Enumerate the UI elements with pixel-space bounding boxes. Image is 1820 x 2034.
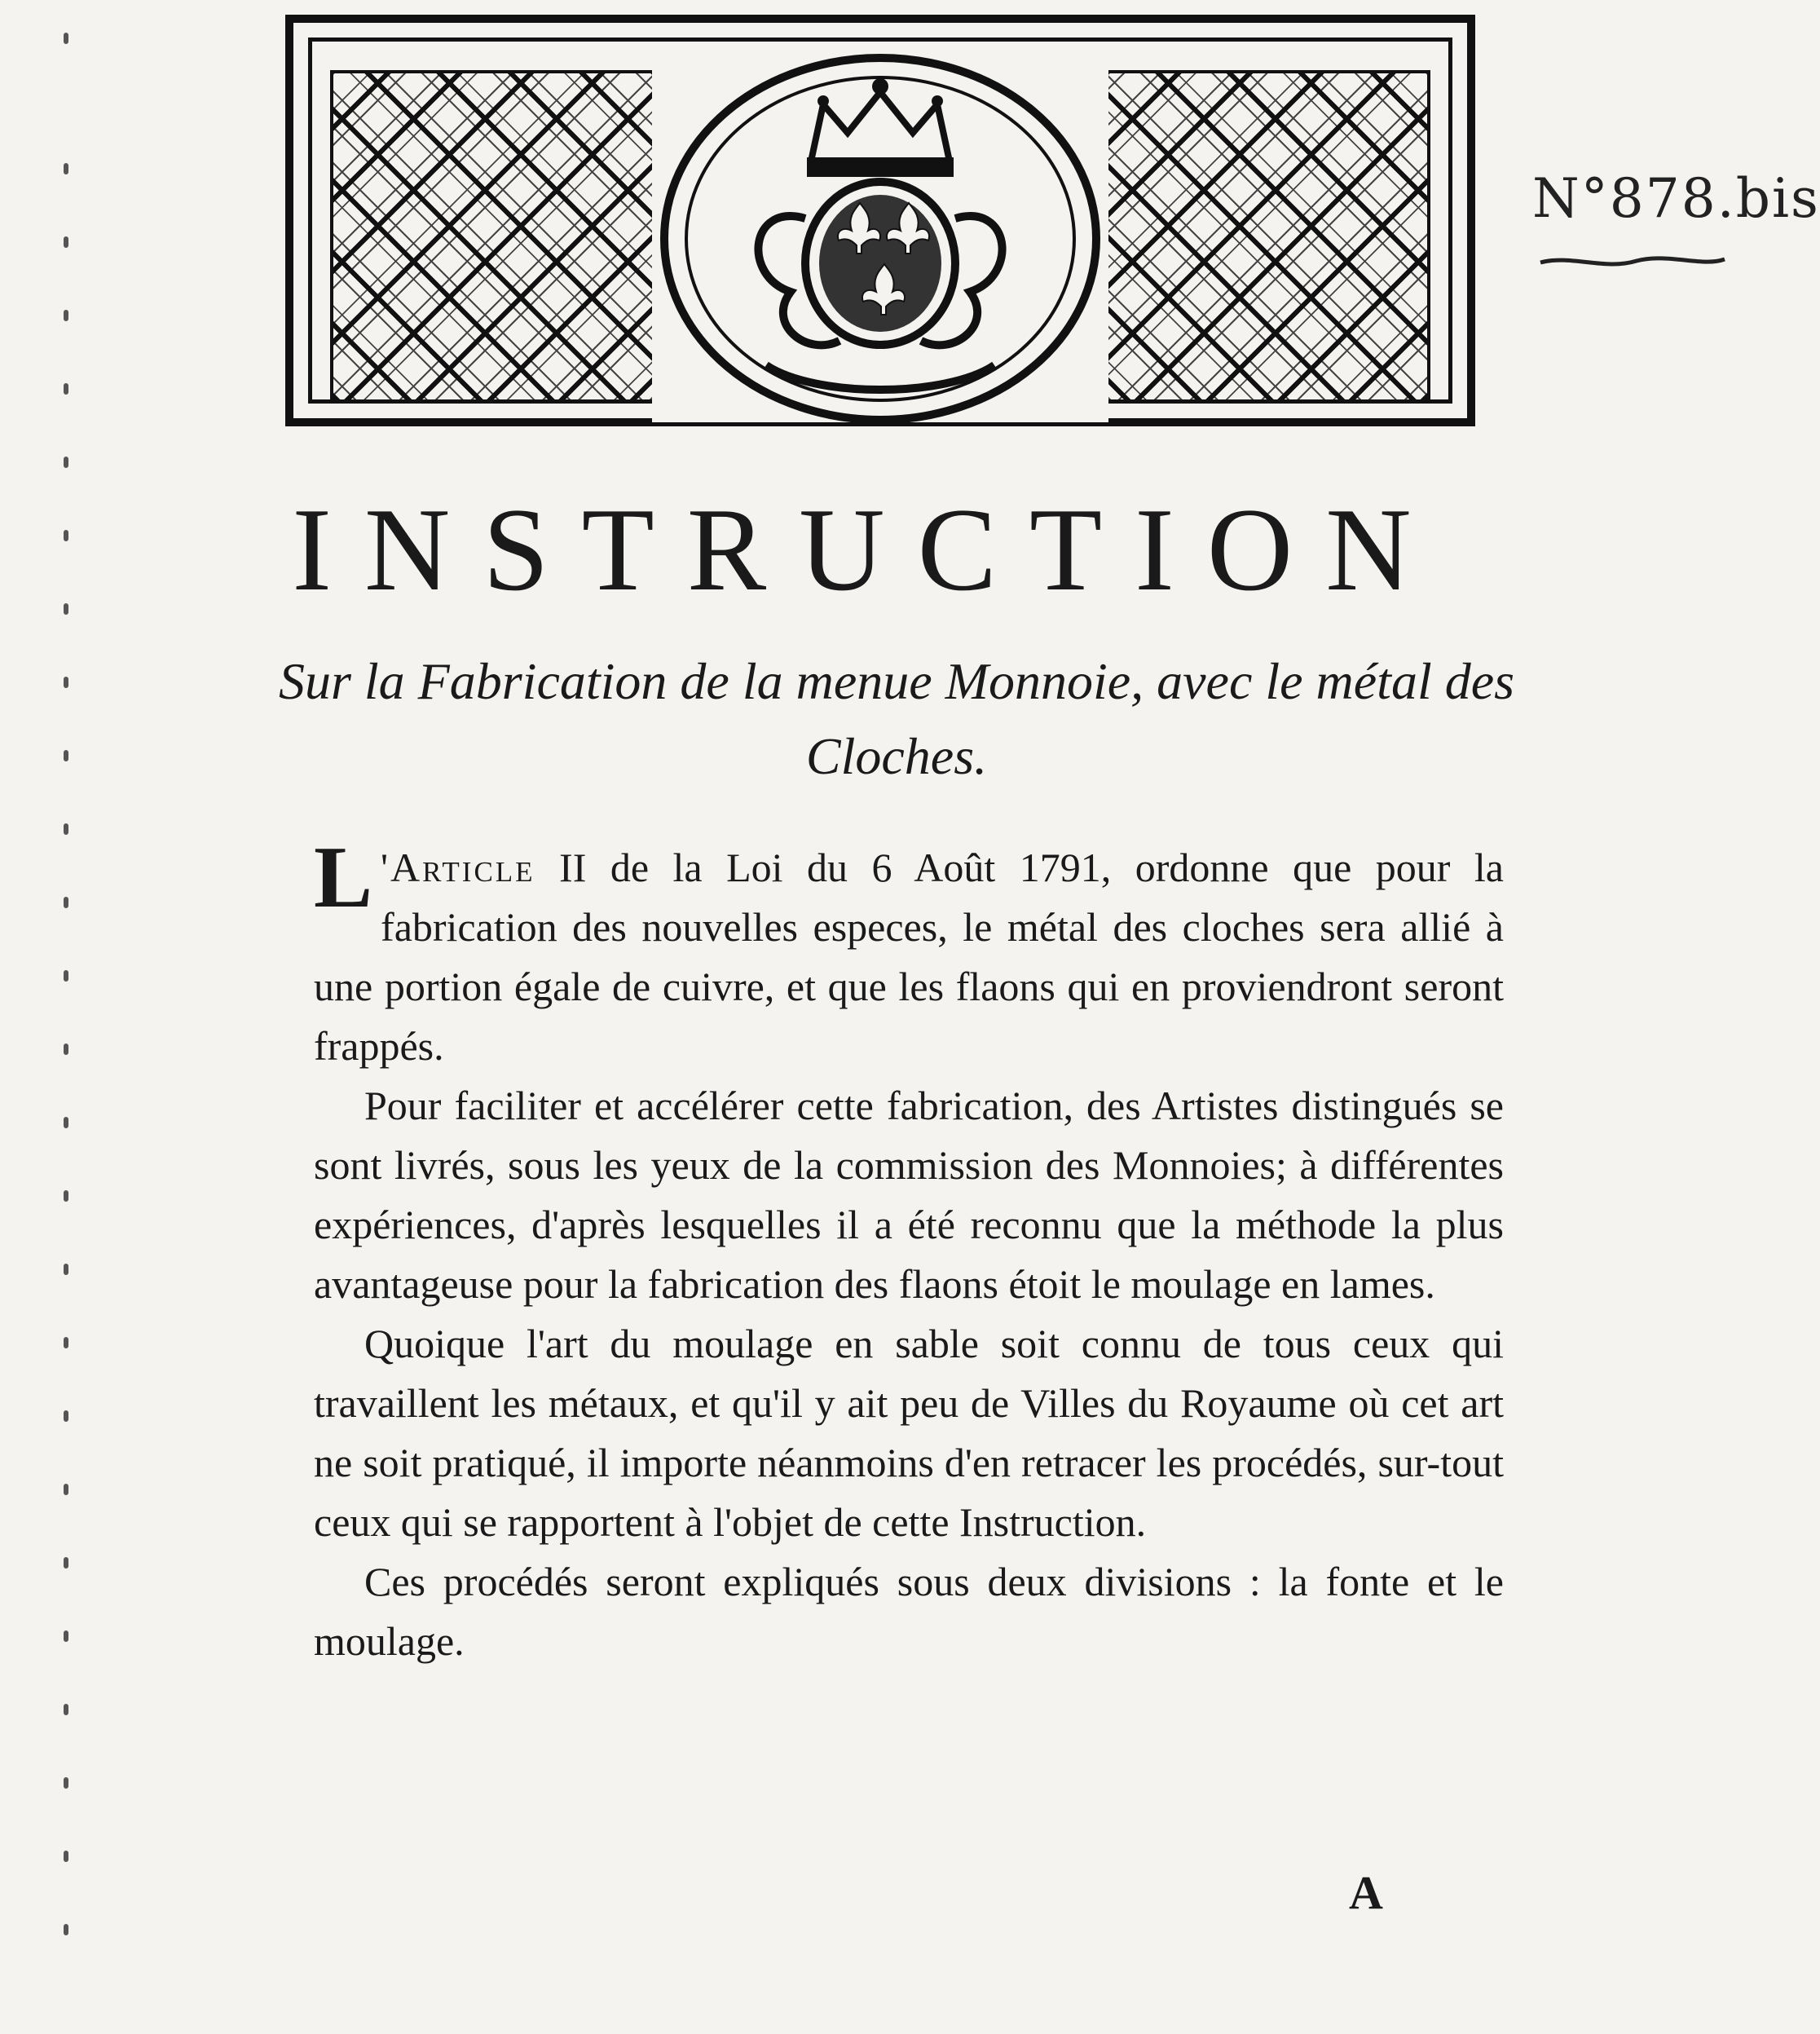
drop-cap: L xyxy=(314,829,373,926)
binding-marks xyxy=(0,0,98,2034)
header-ornament xyxy=(285,15,1475,426)
document-subtitle: Sur la Fabrication de la menue Monnoie, avec le métal des Cloches. xyxy=(278,652,1515,785)
shelf-mark: N°878.bis xyxy=(1532,167,1820,230)
shelf-mark-flourish xyxy=(1539,253,1726,271)
royal-arms-icon xyxy=(652,47,1108,422)
document-title: INSTRUCTION xyxy=(292,483,1444,615)
signature-mark: A xyxy=(1349,1866,1383,1919)
paragraph-1-text: II de la Loi du 6 Août 1791, ordonne que pour la fabrication des nouvelles especes, le métal des cloches sera allié à une portion égale de cuivre, et que les flaons qui en proviendront seront frappés. xyxy=(314,845,1504,1069)
paragraph-4: Ces procédés seront expliqués sous deux divisions : la fonte et le moulage. xyxy=(314,1559,1504,1664)
paragraph-1 xyxy=(314,829,1504,1076)
paragraph-1-lead: 'Article xyxy=(381,845,535,890)
paragraph-2: Pour faciliter et accélérer cette fabrication, des Artistes distingués se sont livrés, sous les yeux de la commission des Monnoies; à différentes expériences, d'après lesquelles il a été reconnu que la méthode la plus avantageuse pour la fabrication des flaons étoit le moulage en lames. xyxy=(314,1083,1504,1307)
document-body xyxy=(314,829,1504,1671)
paragraph-3: Quoique l'art du moulage en sable soit connu de tous ceux qui travaillent les métaux, et qu'il y ait peu de Villes du Royaume où cet art ne soit pratiqué, il importe néanmoins d'en retracer les procédés, sur-tout ceux qui se rapportent à l'objet de cette Instruction. xyxy=(314,1321,1504,1545)
